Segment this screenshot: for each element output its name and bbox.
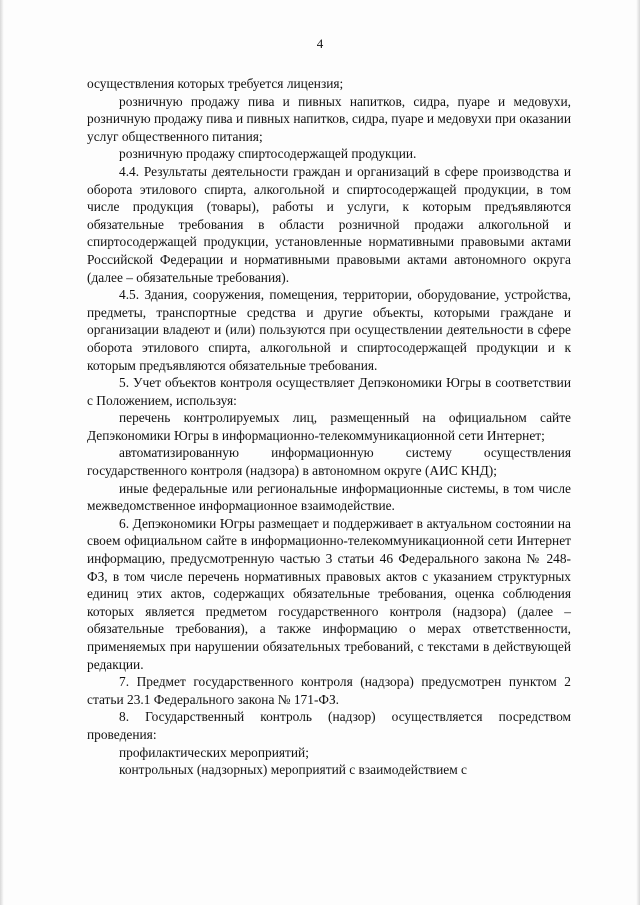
paragraph: иные федеральные или региональные информационные системы, в том числе межведомственное информационное взаимодействие.	[87, 480, 571, 514]
paragraph: контрольных (надзорных) мероприятий с взаимодействием с	[119, 762, 467, 778]
scan-edge-right	[636, 0, 640, 905]
paragraph: 6. Депэкономики Югры размещает и поддерживает в актуальном состоянии на своем официальном сайте в информационно-телекоммуникационной сети Интернет информацию, предусмотренную частью 3 статьи 46 Федерального закона № 248-ФЗ, в том числе перечень нормативных правовых актов с указанием структурных единиц этих актов, содержащих обязательные требования, оценка соблюдения которых является предметом государственного контроля (надзора) (далее – обязательные требования), а также информацию о мерах ответственности, применяемых при нарушении обязательных требований, с текстами в действующей редакции.	[87, 515, 571, 672]
paragraph: автоматизированную информационную систему осуществления государственного контроля (надзора) в автономном округе (АИС КНД);	[87, 445, 571, 479]
paragraph: 4.4. Результаты деятельности граждан и организаций в сфере производства и оборота этилового спирта, алкогольной и спиртосодержащей продукции, в том числе продукция (товары), работы и услуги, к которым предъявляются обязательные требования в области розничной продажи алкогольной и спиртосодержащей продукции, установленные нормативными правовыми актами Российской Федерации и нормативными правовыми актами автономного округа (далее – обязательные требования).	[87, 163, 571, 285]
paragraph: профилактических мероприятий;	[119, 744, 309, 760]
document-body	[87, 75, 571, 779]
paragraph: 7. Предмет государственного контроля (надзора) предусмотрен пунктом 2 статьи 23.1 Федерального закона № 171-ФЗ.	[87, 674, 571, 707]
paragraph: 4.5. Здания, сооружения, помещения, территории, оборудование, устройства, предметы, транспортные средства и другие объекты, которыми граждане и организации владеют и (или) пользуются при осуществлении деятельности в сфере оборота этилового спирта, алкогольной и спиртосодержащей продукции и к которым предъявляются обязательные требования.	[87, 287, 571, 373]
scan-edge-left	[0, 0, 4, 905]
paragraph: розничную продажу пива и пивных напитков, сидра, пуаре и медовухи, розничную продажу пива и пивных напитков, сидра, пуаре и медовухи при оказании услуг общественного питания;	[87, 93, 571, 144]
paragraph: перечень контролируемых лиц, размещенный на официальном сайте Депэкономики Югры в информационно-телекоммуникационной сети Интернет;	[87, 410, 571, 443]
paragraph: 5. Учет объектов контроля осуществляет Депэкономики Югры в соответствии с Положением, используя:	[87, 375, 571, 408]
page-number: 4	[316, 36, 324, 51]
paragraph: 8. Государственный контроль (надзор) осуществляется посредством проведения:	[87, 709, 571, 742]
paragraph: осуществления которых требуется лицензия;	[87, 76, 344, 91]
paragraph: розничную продажу спиртосодержащей продукции.	[119, 146, 417, 162]
